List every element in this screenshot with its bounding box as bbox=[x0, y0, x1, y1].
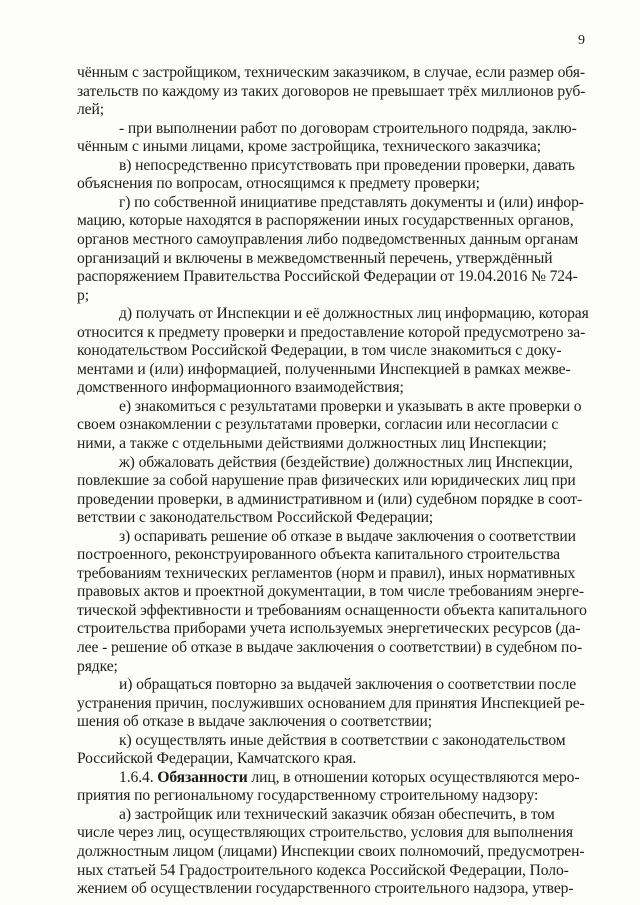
text-line: шения об отказе в выдаче заключения о соответствии; bbox=[77, 713, 433, 731]
text-line: должностным лицом (лицами) Инспекции своих полномочий, предусмотрен- bbox=[77, 842, 585, 860]
text-line: органов местного самоуправления либо подведомственных данным органам bbox=[77, 230, 579, 248]
text-line: домственного информационного взаимодействия; bbox=[77, 379, 404, 397]
text-line: устранения причин, послуживших основанием для принятия Инспекцией ре- bbox=[77, 694, 585, 712]
text-line: ментами и (или) информацией, полученными Инспекцией в рамках межве- bbox=[77, 360, 571, 378]
text-line: числе через лиц, осуществляющих строительство, условия для выполнения bbox=[77, 824, 573, 842]
text-line: чённым с иными лицами, кроме застройщика, технического заказчика; bbox=[77, 138, 541, 156]
text-line: проведении проверки, в административном и (или) судебном порядке в соот- bbox=[77, 490, 583, 508]
section-heading-rest: лиц, в отношении которых осуществляются меро- bbox=[251, 768, 580, 786]
text-line: объяснения по вопросам, относящимся к предмету проверки; bbox=[77, 175, 480, 193]
text-line: лее - решение об отказе в выдаче заключения о соответствии) в судебном по- bbox=[77, 638, 583, 656]
text-line: е) знакомиться с результатами проверки и указывать в акте проверки о bbox=[119, 397, 582, 415]
text-line: и) обращаться повторно за выдачей заключения о соответствии после bbox=[119, 676, 577, 693]
text-line: ветствии с законодательством Российской Федерации; bbox=[77, 509, 434, 527]
text-line: приятия по региональному государственному строительному надзору: bbox=[77, 787, 539, 805]
text-line: г) по собственной инициативе представлять документы и (или) инфор- bbox=[119, 193, 584, 211]
text-line: з) оспаривать решение об отказе в выдаче заключения о соответствии bbox=[119, 527, 576, 545]
text-line: относится к предмету проверки и предоставление которой предусмотрено за- bbox=[77, 323, 586, 341]
text-line: Российской Федерации, Камчатского края. bbox=[77, 750, 357, 768]
page-number: 9 bbox=[578, 33, 585, 48]
text-line: правовых актов и проектной документации, в том числе требованиям энерге- bbox=[77, 583, 584, 601]
text-line: ними, а также с отдельными действиями должностных лиц Инспекции; bbox=[77, 434, 547, 452]
section-number: 1.6.4. bbox=[119, 768, 154, 786]
text-line: к) осуществлять иные действия в соответствии с законодательством bbox=[119, 731, 566, 749]
text-line: жением об осуществлении государственного строительного надзора, утвер- bbox=[77, 880, 574, 897]
section-heading-line bbox=[119, 769, 579, 788]
text-line: построенного, реконструированного объекта капитального строительства bbox=[77, 546, 560, 564]
text-line: конодательством Российской Федерации, в том числе знакомиться с доку- bbox=[77, 342, 562, 360]
text-line: д) получать от Инспекции и её должностных лиц информацию, которая bbox=[119, 305, 589, 323]
text-line: лей; bbox=[77, 101, 104, 119]
section-bold-title: Обязанности bbox=[157, 768, 248, 786]
text-line: распоряжением Правительства Российской Федерации от 19.04.2016 № 724- bbox=[77, 268, 578, 285]
text-line: ж) обжаловать действия (бездействие) должностных лиц Инспекции, bbox=[119, 453, 573, 471]
text-line: требованиям технических регламентов (норм и правил), иных нормативных bbox=[77, 564, 576, 582]
text-line: строительства приборами учета используемых энергетических ресурсов (да- bbox=[77, 620, 581, 638]
text-line: организаций и включены в межведомственный перечень, утверждённый bbox=[77, 249, 553, 267]
text-line: р; bbox=[77, 286, 89, 304]
text-line: чённым с застройщиком, техническим заказчиком, в случае, если размер обя- bbox=[77, 64, 585, 81]
text-line: а) застройщик или технический заказчик обязан обеспечить, в том bbox=[119, 805, 555, 823]
text-line: мацию, которые находятся в распоряжении иных государственных органов, bbox=[77, 212, 574, 230]
text-line: рядке; bbox=[77, 657, 118, 675]
text-line: - при выполнении работ по договорам строительного подряда, заклю- bbox=[119, 119, 577, 137]
text-line: повлекшие за собой нарушение прав физических или юридических лиц при bbox=[77, 472, 576, 489]
text-line: в) непосредственно присутствовать при проведении проверки, давать bbox=[119, 156, 575, 174]
text-line: зательств по каждому из таких договоров не превышает трёх миллионов руб- bbox=[77, 82, 586, 100]
text-line: ных статьей 54 Градостроительного кодекса Российской Федерации, Поло- bbox=[77, 861, 569, 879]
text-line: тической эффективности и требованиям оснащенности объекта капитального bbox=[77, 601, 587, 619]
text-line: своем ознакомлении с результатами проверки, согласии или несогласии с bbox=[77, 416, 559, 434]
